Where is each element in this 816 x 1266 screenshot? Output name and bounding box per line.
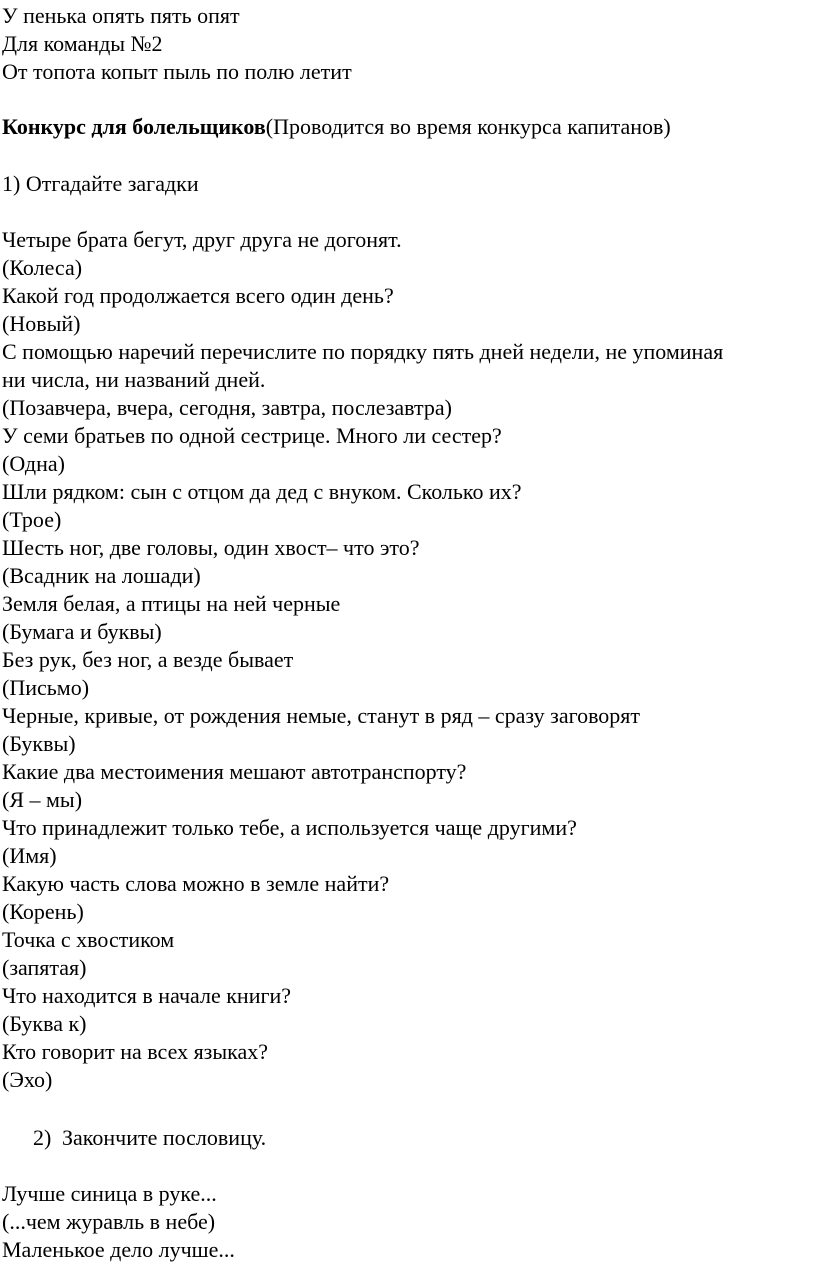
riddles-heading: 1) Отгадайте загадки	[2, 171, 199, 196]
riddle-line: Что принадлежит только тебе, а используется чаще другими?	[2, 815, 577, 840]
proverbs-number: 2)	[33, 1125, 52, 1150]
riddle-line: (Одна)	[2, 451, 65, 476]
riddle-line: (Эхо)	[2, 1067, 53, 1092]
riddle-line: Какую часть слова можно в земле найти?	[2, 871, 390, 896]
riddle-line: Шли рядком: сын с отцом да дед с внуком. Сколько их?	[2, 479, 522, 504]
riddle-line: (Колеса)	[2, 255, 83, 280]
riddle-line: (Бумага и буквы)	[2, 619, 162, 644]
riddle-line: (Трое)	[2, 507, 62, 532]
riddle-line: Какой год продолжается всего один день?	[2, 283, 394, 308]
riddle-line: ни числа, ни названий дней.	[2, 367, 266, 392]
riddle-line: Шесть ног, две головы, один хвост– что это?	[2, 535, 420, 560]
contest-heading	[2, 113, 671, 141]
riddle-line: Кто говорит на всех языках?	[2, 1039, 269, 1064]
riddle-line: (запятая)	[2, 955, 87, 980]
riddle-line: У семи братьев по одной сестрице. Много ли сестер?	[2, 423, 502, 448]
riddle-line: Что находится в начале книги?	[2, 983, 292, 1008]
proverbs-heading	[33, 1124, 266, 1152]
intro-line-1: У пенька опять пять опят	[2, 3, 240, 28]
riddle-line: Черные, кривые, от рождения немые, станут в ряд – сразу заговорят	[2, 703, 641, 728]
riddle-line: Земля белая, а птицы на ней черные	[2, 591, 341, 616]
riddle-line: Какие два местоимения мешают автотранспорту?	[2, 759, 467, 784]
riddle-line: Точка с хвостиком	[2, 927, 175, 952]
intro-line-2: Для команды №2	[2, 31, 163, 56]
proverb-line: (...чем журавль в небе)	[2, 1209, 216, 1234]
riddle-line: Без рук, без ног, а везде бывает	[2, 647, 294, 672]
riddle-line: (Всадник на лошади)	[2, 563, 201, 588]
riddle-line: (Корень)	[2, 899, 84, 924]
riddle-line: (Новый)	[2, 311, 81, 336]
riddle-line: (Письмо)	[2, 675, 90, 700]
contest-note: (Проводится во время конкурса капитанов)	[265, 114, 671, 139]
riddle-line: (Буквы)	[2, 731, 76, 756]
proverb-line: Лучше синица в руке...	[2, 1181, 217, 1206]
riddle-line: (Буква к)	[2, 1011, 87, 1036]
intro-line-3: От топота копыт пыль по полю летит	[2, 59, 352, 84]
riddle-line: С помощью наречий перечислите по порядку пять дней недели, не упоминая	[2, 339, 724, 364]
riddle-line: (Я – мы)	[2, 787, 83, 812]
riddle-line: (Позавчера, вчера, сегодня, завтра, послезавтра)	[2, 395, 452, 420]
proverbs-title: Закончите пословицу.	[62, 1125, 267, 1150]
riddle-line: (Имя)	[2, 843, 57, 868]
proverb-line: Маленькое дело лучше...	[2, 1237, 235, 1262]
contest-title: Конкурс для болельщиков	[2, 114, 266, 139]
riddle-line: Четыре брата бегут, друг друга не догонят.	[2, 227, 402, 252]
